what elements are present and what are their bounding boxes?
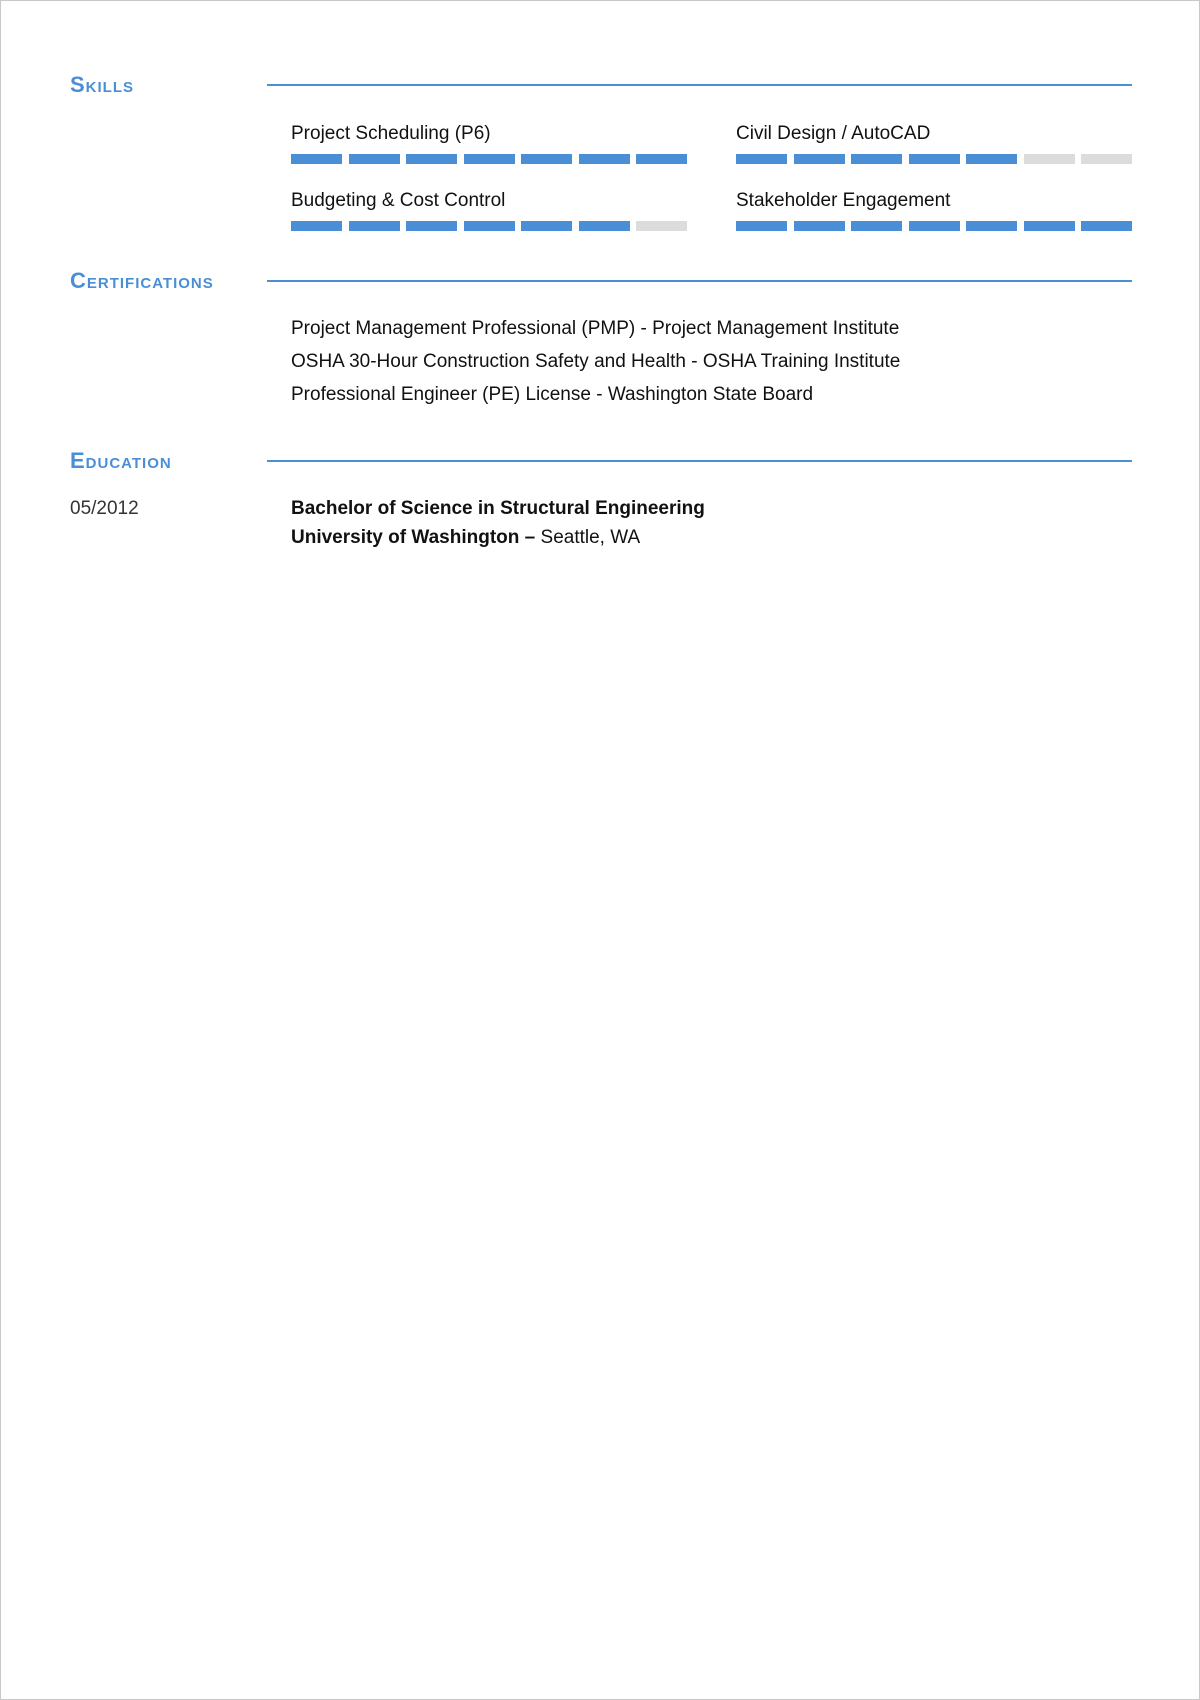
skill-segment-filled [579,154,630,164]
skills-heading: Skills [70,72,135,97]
certification-item: OSHA 30-Hour Construction Safety and Health - OSHA Training Institute [291,351,901,372]
skill-segment-filled [579,221,630,231]
education-separator: – [524,527,536,548]
education-school: University of Washington [291,527,520,548]
skill-segment-filled [521,221,572,231]
skill-name: Budgeting & Cost Control [291,190,506,211]
education-rule [267,460,1132,462]
certification-item: Project Management Professional (PMP) - Project Management Institute [291,318,900,339]
skill-segment-filled [636,154,687,164]
skill-name: Project Scheduling (P6) [291,123,491,144]
skill-level-bar [291,221,687,231]
education-school-line [291,527,640,549]
skill-segment-filled [521,154,572,164]
skill-level-bar [736,221,1132,231]
certifications-rule [267,280,1132,282]
skill-segment-filled [851,154,902,164]
skill-segment-filled [349,221,400,231]
skill-level-bar [736,154,1132,164]
education-degree: Bachelor of Science in Structural Engineering [291,498,705,519]
skill-segment-filled [966,154,1017,164]
skill-name: Civil Design / AutoCAD [736,123,931,144]
education-date: 05/2012 [70,498,139,519]
skill-segment-filled [291,154,342,164]
certifications-heading: Certifications [70,268,214,293]
skill-segment-filled [794,221,845,231]
skill-segment-empty [1081,154,1132,164]
skill-segment-filled [794,154,845,164]
skill-name: Stakeholder Engagement [736,190,951,211]
certification-item: Professional Engineer (PE) License - Washington State Board [291,384,814,405]
skill-segment-empty [636,221,687,231]
skill-segment-empty [1024,154,1075,164]
education-location: Seattle, WA [540,527,641,548]
skill-segment-filled [966,221,1017,231]
skill-segment-filled [1081,221,1132,231]
skill-segment-filled [909,221,960,231]
skills-rule [267,84,1132,86]
skill-segment-filled [736,221,787,231]
skill-segment-filled [406,221,457,231]
skill-segment-filled [909,154,960,164]
skill-segment-filled [1024,221,1075,231]
skill-segment-filled [406,154,457,164]
skill-segment-filled [349,154,400,164]
skill-segment-filled [851,221,902,231]
skill-segment-filled [736,154,787,164]
skill-level-bar [291,154,687,164]
skill-segment-filled [464,221,515,231]
skill-segment-filled [464,154,515,164]
skill-segment-filled [291,221,342,231]
education-heading: Education [70,448,172,473]
